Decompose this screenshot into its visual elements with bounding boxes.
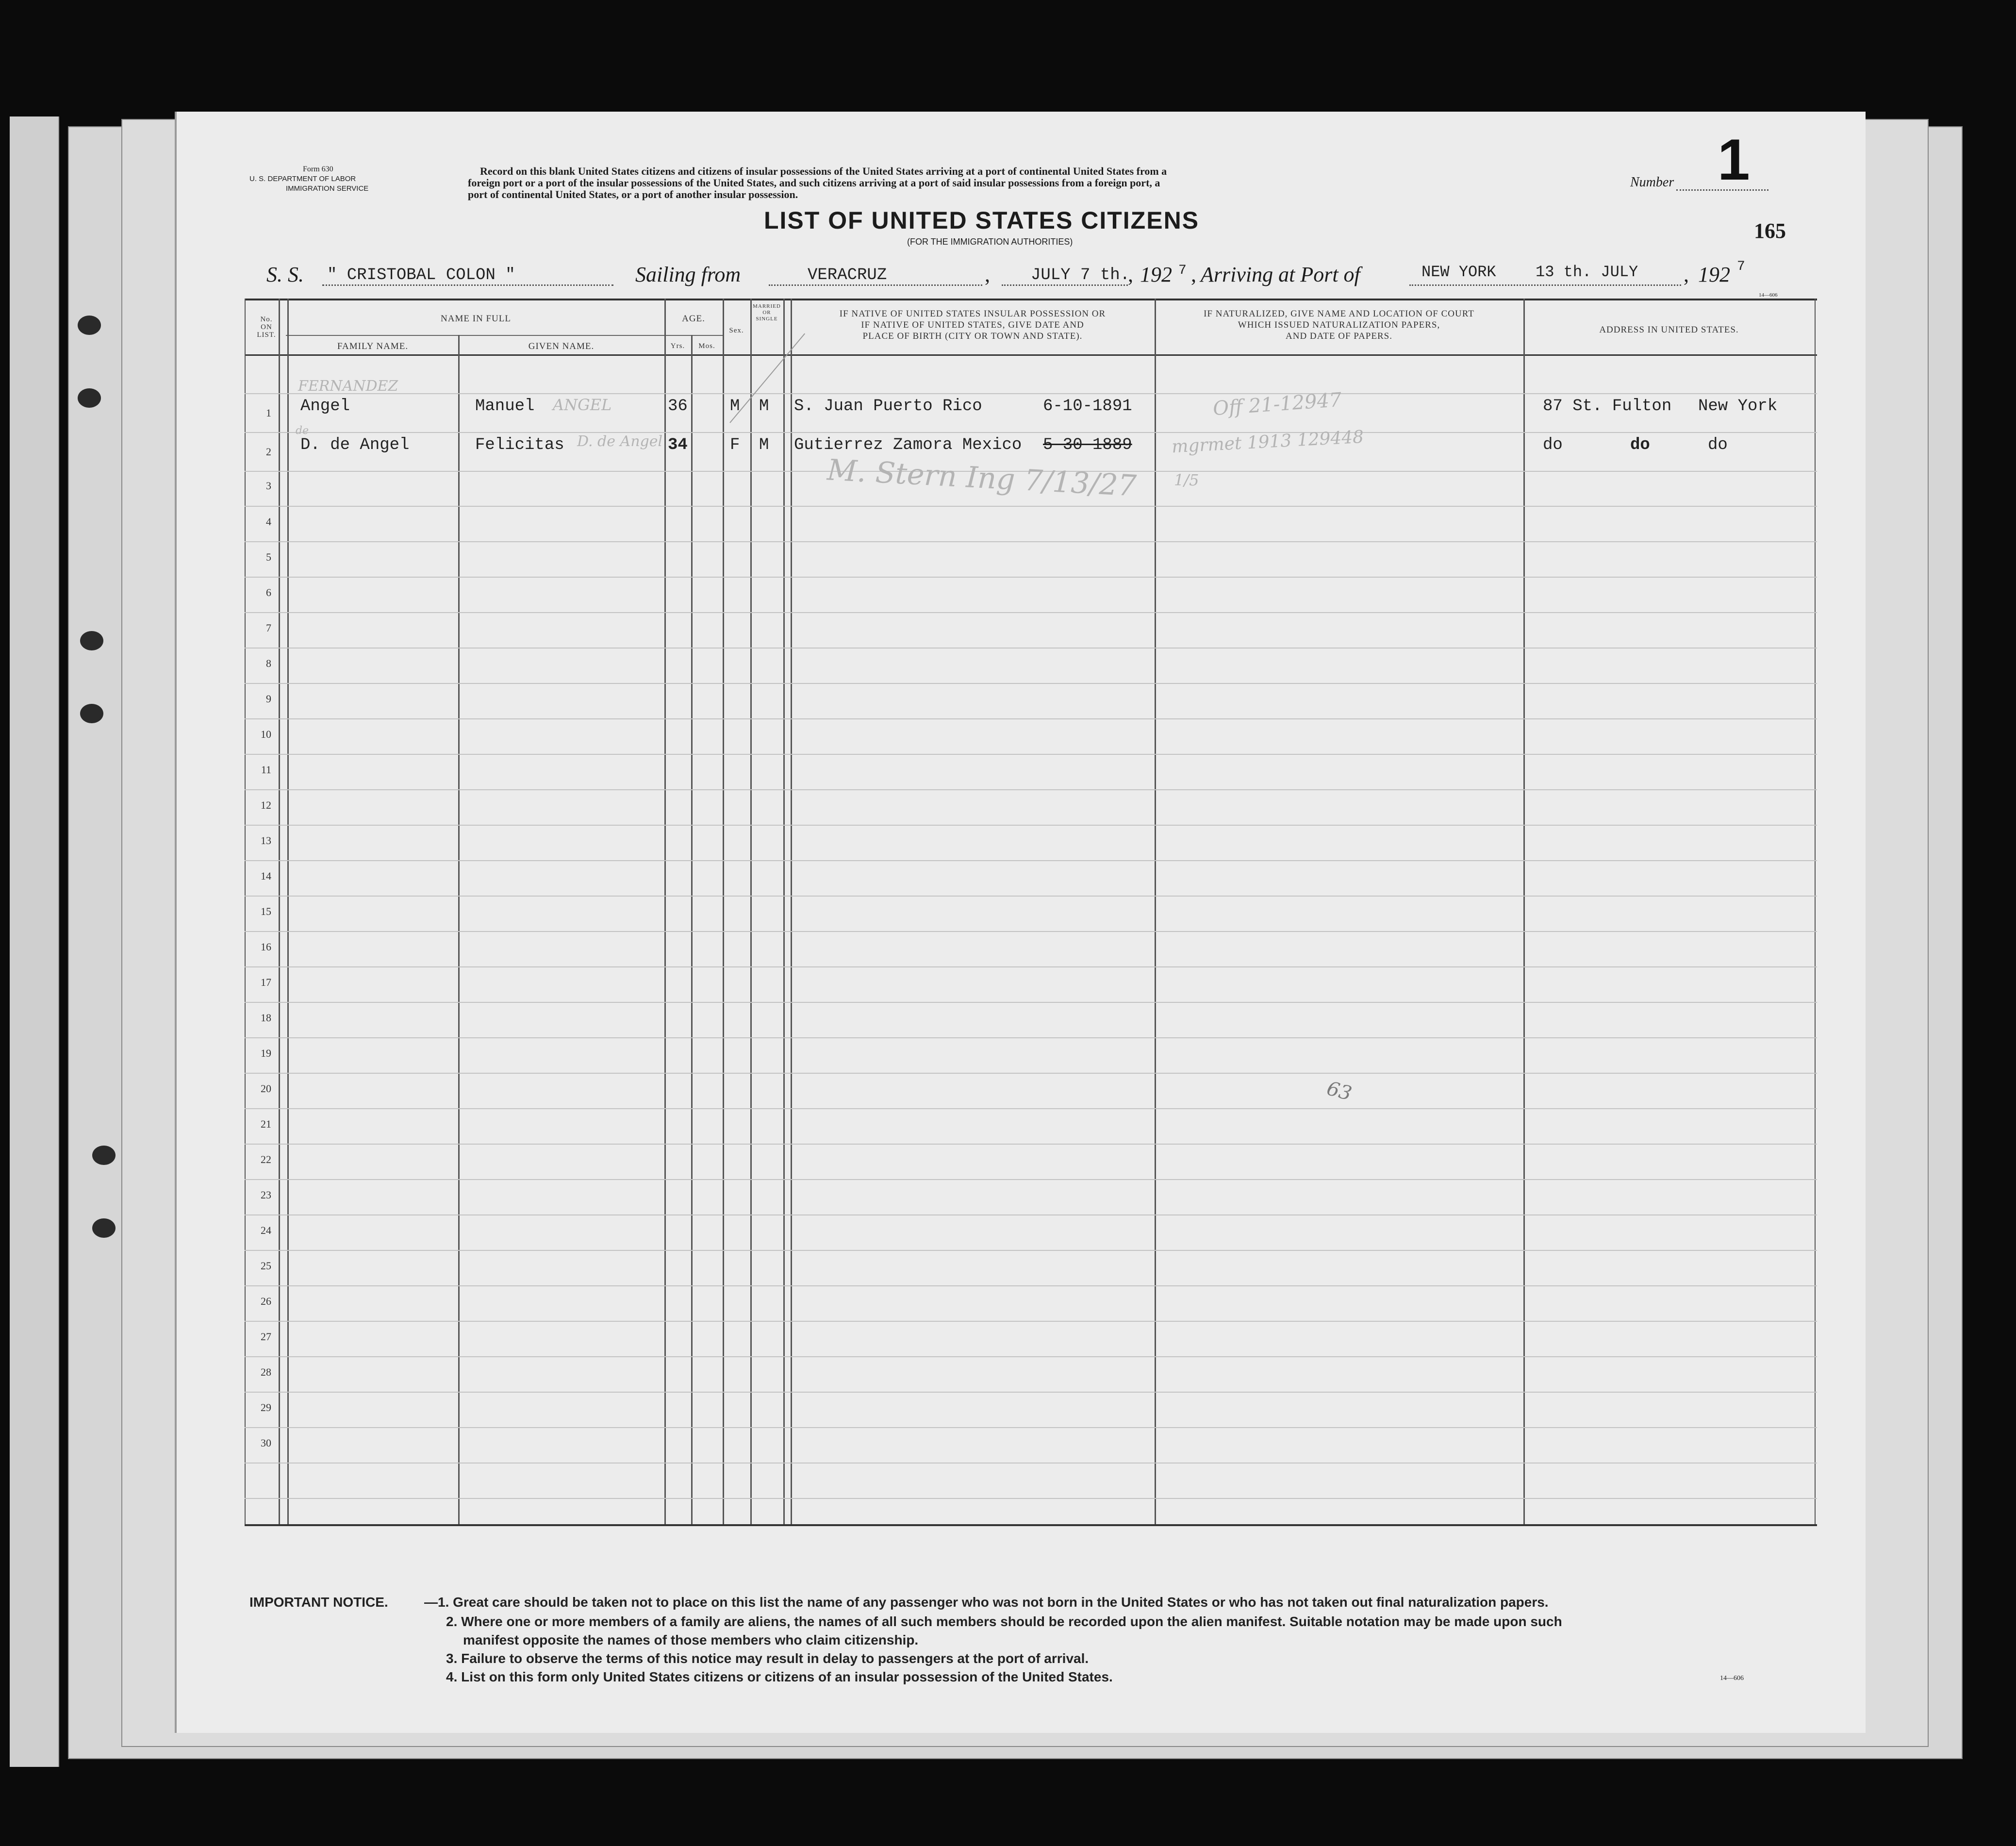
column-divider [458, 335, 460, 1524]
row-rule [245, 648, 1817, 649]
binding-hole [80, 631, 103, 650]
header-bottom-border [245, 354, 1817, 356]
col-age-mos: Mos. [698, 342, 715, 350]
arrival-year-digit: 7 [1737, 259, 1745, 274]
row-rule [245, 541, 1817, 542]
row-rule [245, 966, 1817, 967]
row-number: 22 [261, 1153, 271, 1165]
table-bottom-border [245, 1524, 1817, 1526]
row-number: 20 [261, 1082, 271, 1095]
annotation-fernandez: FERNANDEZ [298, 378, 398, 395]
notice-item-1: —1. Great care should be taken not to place on this list the name of any passenger who was not born in the United States or who has not taken out final naturalization papers. [424, 1595, 1549, 1610]
row-2-address-street: do [1543, 436, 1563, 454]
row-number: 26 [261, 1295, 271, 1307]
annotation-d-angel: D. de Angel [577, 433, 663, 450]
row-number: 11 [261, 764, 271, 776]
row-rule [245, 1144, 1817, 1145]
column-divider [691, 335, 693, 1524]
row-number: 25 [261, 1260, 271, 1272]
row-rule [245, 718, 1817, 719]
row-rule [245, 1179, 1817, 1180]
row-1-birth-date: 6-10-1891 [1043, 397, 1132, 416]
sailing-date: JULY 7 th. [1031, 266, 1130, 284]
binding-edge [10, 116, 59, 1767]
sail-year-prefix: 192 [1140, 263, 1172, 286]
row-number: 17 [261, 976, 271, 988]
annotation-page-mark: 63 [1324, 1077, 1354, 1105]
col-naturalized-line-3: AND DATE OF PAPERS. [1286, 331, 1392, 341]
row-1-address-street: 87 St. Fulton [1543, 397, 1672, 416]
row-1-birth-place: S. Juan Puerto Rico [794, 397, 982, 416]
col-age: AGE. [682, 314, 705, 324]
row-number: 14 [261, 870, 271, 882]
row-number: 24 [261, 1224, 271, 1236]
row-rule [245, 393, 1817, 394]
department-name: U. S. DEPARTMENT OF LABOR [249, 175, 356, 183]
row-2-birth-place: Gutierrez Zamora Mexico [794, 436, 1022, 454]
row-rule [245, 1250, 1817, 1251]
row-rule [245, 1037, 1817, 1038]
column-divider [791, 299, 792, 1524]
row-rule [245, 683, 1817, 684]
ss-label: S. S. [266, 263, 304, 286]
row-number: 16 [261, 941, 271, 953]
service-name: IMMIGRATION SERVICE [286, 184, 369, 193]
row-1-sex: M [730, 397, 740, 416]
annotation-clerk-signature: M. Stern Ing 7/13/27 [826, 453, 1138, 503]
row-rule [245, 1108, 1817, 1109]
row-1-married: M [759, 397, 769, 416]
row-number: 18 [261, 1012, 271, 1024]
col-sex: Sex. [729, 327, 744, 334]
column-divider [723, 299, 724, 1524]
row-number: 29 [261, 1401, 271, 1414]
row-number: 13 [261, 834, 271, 847]
row-number: 19 [261, 1047, 271, 1059]
col-address: ADDRESS IN UNITED STATES. [1599, 325, 1739, 335]
row-2-address-state: do [1708, 436, 1728, 454]
row-rule [245, 1285, 1817, 1286]
sail-year-digit: 7 [1178, 263, 1187, 278]
row-number: 4 [266, 516, 271, 528]
footer-form-code: 14—606 [1720, 1675, 1744, 1682]
form-title: LIST OF UNITED STATES CITIZENS [764, 207, 1200, 234]
col-birth-line-1: IF NATIVE OF UNITED STATES INSULAR POSSESSION OR [839, 309, 1106, 319]
row-1-age-yrs: 36 [668, 397, 688, 416]
row-2-birth-date: 5-30-1889 [1043, 436, 1132, 454]
column-divider [1523, 299, 1525, 1524]
row-1-given-name: Manuel [475, 397, 535, 416]
number-label: Number [1630, 175, 1674, 190]
row-number: 2 [266, 446, 271, 458]
row-number: 28 [261, 1366, 271, 1378]
annotation-de: de [296, 425, 309, 437]
binding-hole [80, 704, 103, 723]
comma: , [1128, 263, 1133, 286]
annotation-naturalization-1: Off 21-12947 [1212, 388, 1342, 420]
printer-mark: 14—606 [1759, 292, 1778, 298]
row-1-address-city: New York [1698, 397, 1778, 416]
column-divider [245, 299, 246, 1524]
row-rule [245, 506, 1817, 507]
column-divider [783, 299, 785, 1524]
binding-hole [78, 388, 101, 408]
arriving-label: Arriving at Port of [1201, 263, 1360, 286]
comma: , [1684, 263, 1689, 286]
row-rule [245, 432, 1817, 433]
column-divider [287, 299, 289, 1524]
page-number: 165 [1754, 219, 1786, 243]
binding-hole [92, 1146, 116, 1165]
instructions-line-3: port of continental United States, or a port of another insular possession. [468, 188, 798, 200]
row-number: 27 [261, 1330, 271, 1343]
row-number: 23 [261, 1189, 271, 1201]
row-rule [245, 896, 1817, 897]
row-2-given-name: Felicitas [475, 436, 564, 454]
column-divider [279, 299, 280, 1524]
row-rule [245, 1392, 1817, 1393]
annotation-angel: ANGEL [553, 396, 612, 414]
column-divider [664, 299, 666, 1524]
departure-underline [769, 284, 982, 286]
row-number: 30 [261, 1437, 271, 1449]
row-number: 12 [261, 799, 271, 811]
row-rule [245, 1356, 1817, 1357]
row-2-address-city: do [1630, 436, 1650, 454]
notice-item-3: 3. Failure to observe the terms of this notice may result in delay to passengers at the port of arrival. [446, 1651, 1089, 1666]
arrival-year-prefix: 192 [1698, 263, 1730, 286]
row-rule [245, 1073, 1817, 1074]
col-naturalized-line-2: WHICH ISSUED NATURALIZATION PAPERS, [1238, 320, 1440, 330]
list-number: 1 [1718, 127, 1750, 192]
row-rule [245, 860, 1817, 861]
row-number: 9 [266, 693, 271, 705]
arrival-port: NEW YORK [1421, 263, 1496, 281]
col-birth-line-2: IF NATIVE OF UNITED STATES, GIVE DATE AND [861, 320, 1084, 330]
row-rule [245, 931, 1817, 932]
subheader-line-age [664, 335, 723, 336]
notice-item-4: 4. List on this form only United States citizens or citizens of an insular possession of the United States. [446, 1669, 1113, 1684]
sail-date-underline [1002, 284, 1128, 286]
row-rule [245, 1427, 1817, 1428]
form-subtitle: (FOR THE IMMIGRATION AUTHORITIES) [907, 237, 1073, 247]
form-number: Form 630 [303, 165, 333, 173]
row-1-family-name: Angel [300, 397, 350, 416]
binding-hole [92, 1218, 116, 1238]
col-family-name: FAMILY NAME. [337, 341, 409, 351]
row-rule [245, 612, 1817, 613]
row-rule [245, 1498, 1817, 1499]
ship-underline [322, 284, 613, 286]
arrival-date: 13 th. JULY [1536, 263, 1638, 281]
arrival-underline [1409, 284, 1681, 286]
row-2-sex: F [730, 436, 740, 454]
row-rule [245, 1214, 1817, 1215]
row-rule [245, 1002, 1817, 1003]
col-naturalized-line-1: IF NATURALIZED, GIVE NAME AND LOCATION OF COURT [1204, 309, 1474, 319]
notice-item-2-cont: manifest opposite the names of those members who claim citizenship. [463, 1632, 919, 1647]
row-number: 10 [261, 728, 271, 740]
row-number: 1 [266, 407, 271, 419]
table-top-border [245, 299, 1817, 300]
row-number: 21 [261, 1118, 271, 1130]
ship-name: " CRISTOBAL COLON " [327, 266, 515, 284]
row-number: 3 [266, 480, 271, 492]
row-rule [245, 825, 1817, 826]
comma: , [985, 263, 990, 286]
row-number: 15 [261, 905, 271, 917]
column-divider [1815, 299, 1816, 1524]
instructions-line-2: foreign port or a port of the insular possessions of the United States, and such citizens arriving at a port of said insular possessions from a foreign port, a [468, 177, 1160, 189]
row-number: 8 [266, 657, 271, 669]
annotation-margin-mark: 1/5 [1174, 471, 1199, 489]
manifest-page [175, 112, 1866, 1733]
row-2-family-name: D. de Angel [300, 436, 410, 454]
notice-item-2: 2. Where one or more members of a family are aliens, the names of all such members should be recorded upon the alien manifest. Suitable notation may be made upon such [446, 1614, 1562, 1629]
row-rule [245, 1321, 1817, 1322]
col-birth-line-3: PLACE OF BIRTH (CITY OR TOWN AND STATE). [862, 331, 1083, 341]
col-name-in-full: NAME IN FULL [441, 314, 511, 324]
row-number: 6 [266, 586, 271, 599]
column-divider [1155, 299, 1156, 1524]
column-divider [750, 299, 752, 1524]
row-2-married: M [759, 436, 769, 454]
departure-port: VERACRUZ [808, 266, 887, 284]
row-number: 7 [266, 622, 271, 634]
binding-hole [78, 316, 101, 335]
annotation-naturalization-2: mgrmet 1913 129448 [1171, 427, 1365, 457]
col-married-or-single: MARRIED OR SINGLE [753, 303, 781, 322]
row-number: 5 [266, 551, 271, 563]
row-rule [245, 754, 1817, 755]
col-no-on-list: No. ON LIST. [257, 316, 276, 339]
col-age-yrs: Yrs. [670, 342, 685, 350]
instructions-line-1: Record on this blank United States citizens and citizens of insular possessions of the United States arriving at a port of continental United States from a [480, 165, 1167, 177]
comma: , [1191, 263, 1196, 286]
subheader-line-name [286, 335, 664, 336]
row-2-age-yrs: 34 [668, 436, 688, 454]
sailing-label: Sailing from [635, 263, 741, 286]
col-given-name: GIVEN NAME. [528, 341, 595, 351]
row-rule [245, 789, 1817, 790]
notice-heading: IMPORTANT NOTICE. [249, 1595, 388, 1610]
row-rule [245, 577, 1817, 578]
